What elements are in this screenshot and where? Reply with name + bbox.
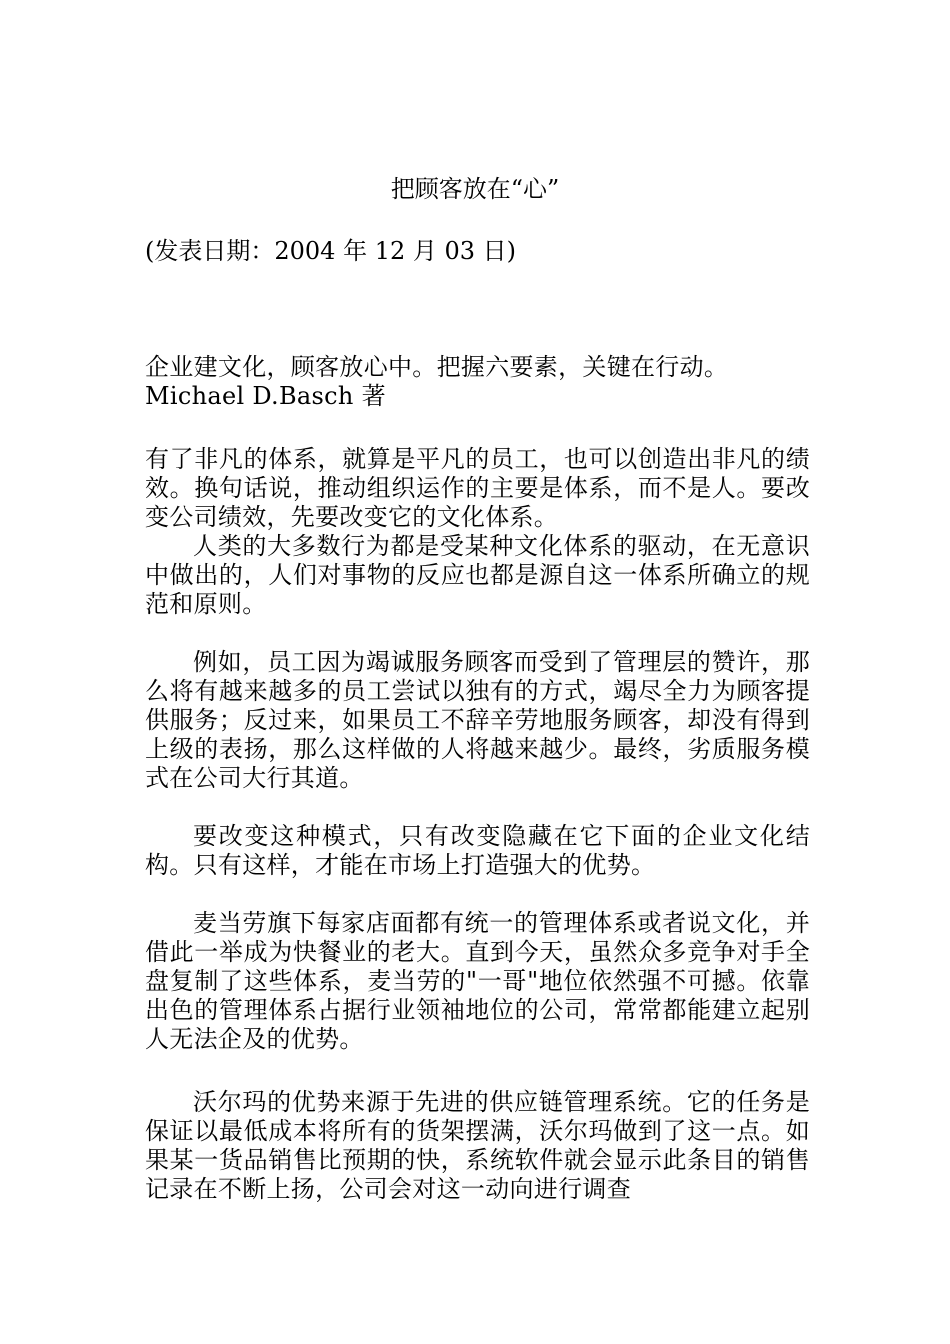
publish-date: (发表日期：2004 年 12 月 03 日) bbox=[145, 237, 517, 265]
subtitle-block bbox=[145, 353, 810, 411]
paragraph: 例如，员工因为竭诚服务顾客而受到了管理层的赞许，那么将有越来越多的员工尝试以独有的方式，竭尽全力为顾客提供服务；反过来，如果员工不辞辛劳地服务顾客，却没有得到上级的表扬，那么这样做的人将越来越少。最终，劣质服务模式在公司大行其道。 bbox=[145, 648, 810, 792]
document-title: 把顾客放在“心” bbox=[390, 175, 560, 203]
paragraph-group-2 bbox=[145, 648, 810, 793]
paragraph: 人类的大多数行为都是受某种文化体系的驱动，在无意识中做出的，人们对事物的反应也都是源自这一体系所确立的规范和原则。 bbox=[145, 532, 810, 618]
paragraph-group-1 bbox=[145, 445, 810, 619]
subtitle: 企业建文化，顾客放心中。把握六要素，关键在行动。 bbox=[145, 353, 729, 381]
paragraph-group-5 bbox=[145, 1088, 810, 1204]
paragraph: 麦当劳旗下每家店面都有统一的管理体系或者说文化，并借此一举成为快餐业的老大。直到今天，虽然众多竞争对手全盘复制了这些体系，麦当劳的"一哥"地位依然强不可撼。依靠出色的管理体系占据行业领袖地位的公司，常常都能建立起别人无法企及的优势。 bbox=[145, 909, 810, 1053]
paragraph: 有了非凡的体系，就算是平凡的员工，也可以创造出非凡的绩效。换句话说，推动组织运作的主要是体系，而不是人。要改变公司绩效，先要改变它的文化体系。 bbox=[145, 445, 810, 531]
paragraph: 沃尔玛的优势来源于先进的供应链管理系统。它的任务是保证以最低成本将所有的货架摆满，沃尔玛做到了这一点。如果某一货品销售比预期的快，系统软件就会显示此条目的销售记录在不断上扬，公司会对这一动向进行调查 bbox=[145, 1088, 810, 1203]
paragraph-group-4 bbox=[145, 909, 810, 1054]
paragraph: 要改变这种模式，只有改变隐藏在它下面的企业文化结构。只有这样，才能在市场上打造强大的优势。 bbox=[145, 822, 810, 879]
author-byline: Michael D.Basch 著 bbox=[145, 382, 386, 410]
paragraph-group-3 bbox=[145, 822, 810, 880]
